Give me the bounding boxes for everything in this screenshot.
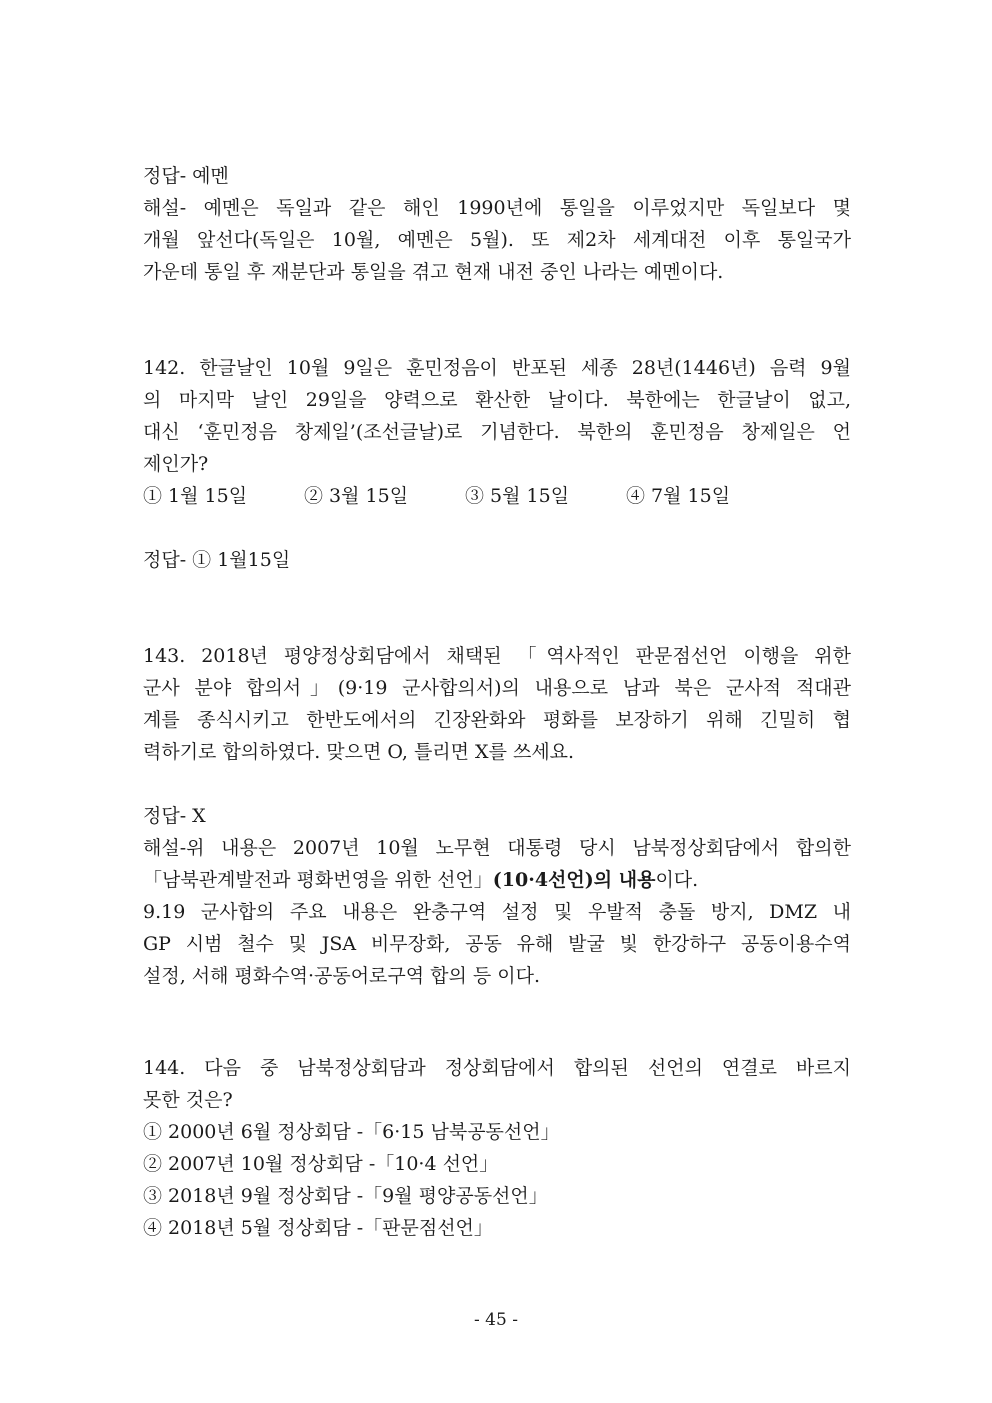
- question-142-line: 제인가?: [143, 453, 209, 475]
- answer-141: 정답- 예멘: [143, 165, 229, 187]
- question-142-line: 142. 한글날인 10월 9일은 훈민정음이 반포된 세종 28년(1446년) 음력 9월: [143, 357, 851, 379]
- explanation-141-line: 가운데 통일 후 재분단과 통일을 겪고 현재 내전 중인 나라는 예멘이다.: [143, 261, 724, 283]
- choice-142-2: ② 3월 15일: [304, 485, 409, 507]
- question-143-line: 력하기로 합의하였다. 맞으면 O, 틀리면 X를 쓰세요.: [143, 741, 575, 763]
- declaration-emphasis: (10·4선언)의 내용: [492, 869, 656, 891]
- explanation-143-line: 9.19 군사합의 주요 내용은 완충구역 설정 및 우발적 충돌 방지, DMZ 내: [143, 901, 851, 923]
- explanation-143-line: GP 시범 철수 및 JSA 비무장화, 공동 유해 발굴 빛 한강하구 공동이용수역: [143, 933, 851, 955]
- choice-144-4: ④ 2018년 5월 정상회담 -「판문점선언」: [143, 1217, 493, 1239]
- question-142-line: 의 마지막 날인 29일을 양력으로 환산한 날이다. 북한에는 한글날이 없고,: [143, 389, 851, 411]
- choices-142: [143, 480, 851, 512]
- question-144-line: 144. 다음 중 남북정상회담과 정상회담에서 합의된 선언의 연결로 바르지: [143, 1057, 851, 1079]
- explanation-suffix: 이다.: [655, 869, 699, 891]
- question-143-line: 군사 분야 합의서」(9·19 군사합의서)의 내용으로 남과 북은 군사적 적대관: [143, 677, 851, 699]
- declaration-title: 「남북관계발전과 평화번영을 위한 선언」: [143, 869, 493, 891]
- question-144-line: 못한 것은?: [143, 1089, 233, 1111]
- question-143-line: 143. 2018년 평양정상회담에서 채택된 「역사적인 판문점선언 이행을 위한: [143, 645, 851, 667]
- choice-142-4: ④ 7월 15일: [626, 485, 731, 507]
- explanation-143-line: [143, 864, 851, 896]
- question-142-line: 대신 ‘훈민정음 창제일’(조선글날)로 기념한다. 북한의 훈민정음 창제일은 언: [143, 421, 851, 443]
- explanation-143-line: 설정, 서해 평화수역·공동어로구역 합의 등 이다.: [143, 965, 541, 987]
- choice-144-1: ① 2000년 6월 정상회담 -「6·15 남북공동선언」: [143, 1121, 560, 1143]
- choice-142-1: ① 1월 15일: [143, 485, 248, 507]
- page-content: [143, 160, 851, 1244]
- choice-142-3: ③ 5월 15일: [465, 485, 570, 507]
- answer-142: 정답- ① 1월15일: [143, 549, 291, 571]
- explanation-143-line: 해설-위 내용은 2007년 10월 노무현 대통령 당시 남북정상회담에서 합의한: [143, 837, 851, 859]
- question-143-line: 계를 종식시키고 한반도에서의 긴장완화와 평화를 보장하기 위해 긴밀히 협: [143, 709, 851, 731]
- explanation-141-line: 해설- 예멘은 독일과 같은 해인 1990년에 통일을 이루었지만 독일보다 몇: [143, 197, 851, 219]
- choice-144-3: ③ 2018년 9월 정상회담 -「9월 평양공동선언」: [143, 1185, 548, 1207]
- page-number: - 45 -: [474, 1310, 518, 1330]
- choice-144-2: ② 2007년 10월 정상회담 -「10·4 선언」: [143, 1153, 499, 1175]
- answer-143: 정답- X: [143, 805, 206, 827]
- explanation-141-line: 개월 앞선다(독일은 10월, 예멘은 5월). 또 제2차 세계대전 이후 통일국가: [143, 229, 851, 251]
